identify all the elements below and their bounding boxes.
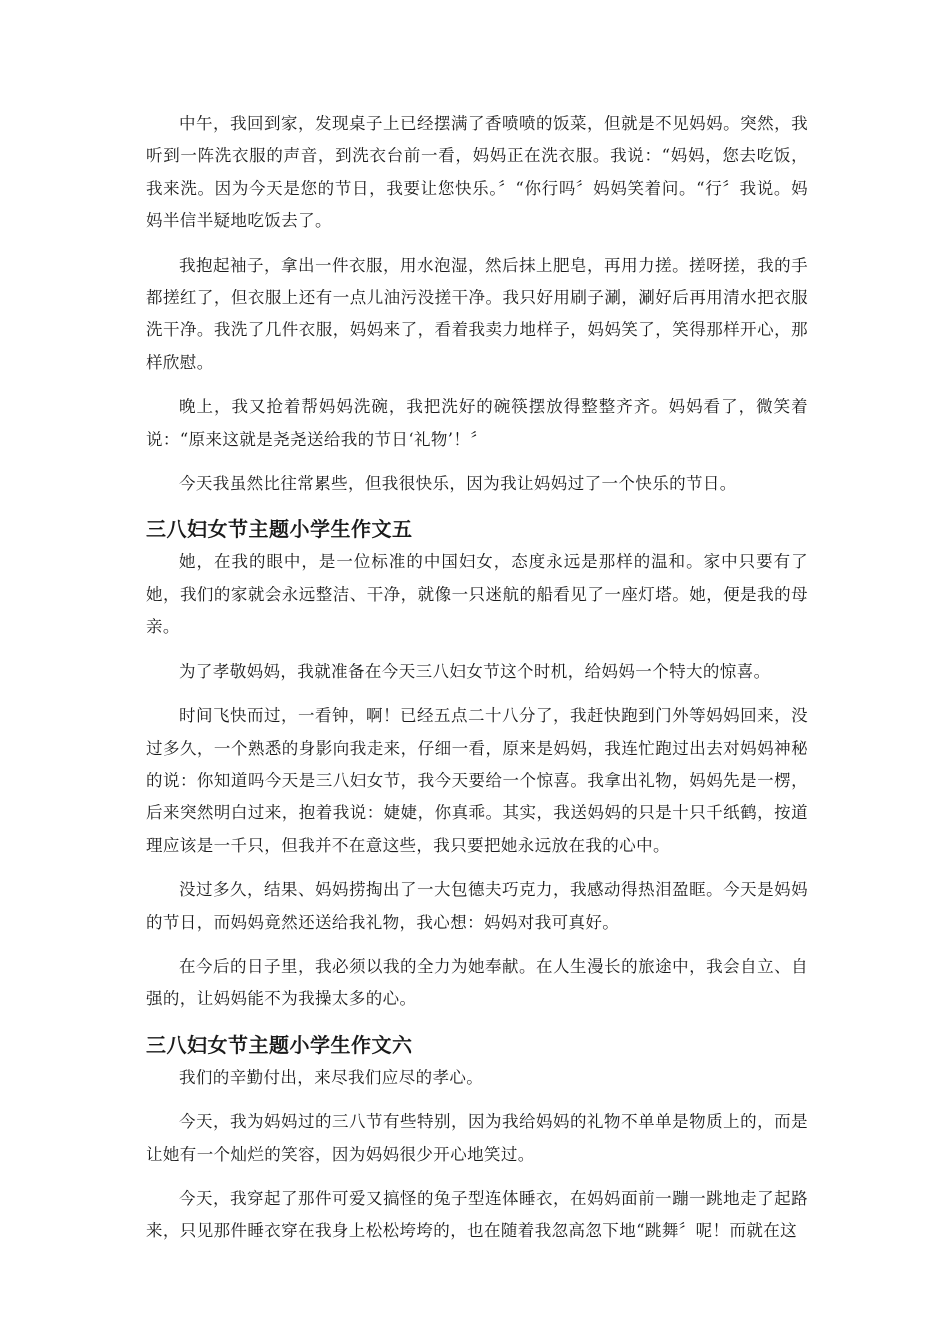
paragraph: 没过多久，结果、妈妈捞掏出了一大包德夫巧克力，我感动得热泪盈眶。今天是妈妈的节日，而妈妈竟然还送给我礼物，我心想：妈妈对我可真好。 — [146, 880, 808, 932]
paragraph: 今天，我穿起了那件可爱又搞怪的兔子型连体睡衣，在妈妈面前一蹦一跳地走了起路来，只见那件睡衣穿在我身上松松垮垮的，也在随着我忽高忽下地“跳舞〞呢！而就在这 — [146, 1188, 808, 1241]
paragraph: 时间飞快而过，一看钟，啊！已经五点二十八分了，我赶快跑到门外等妈妈回来，没过多久，一个熟悉的身影向我走来，仔细一看，原来是妈妈，我连忙跑过出去对妈妈神秘的说：你知道吗今天是三八妇女节，我今天要给一个惊喜。我拿出礼物，妈妈先是一楞，后来突然明白过来，抱着我说：婕婕，你真乖。其实，我送妈妈的只是十只千纸鹤，按道理应该是一千只，但我并不在意这些，我只要把她永远放在我的心中。 — [146, 706, 808, 855]
paragraph: 中午，我回到家，发现桌子上已经摆满了香喷喷的饭菜，但就是不见妈妈。突然，我听到一阵洗衣服的声音，到洗衣台前一看，妈妈正在洗衣服。我说：“妈妈，您去吃饭，我来洗。因为今天是您的节日，我要让您快乐。〞“你行吗〞妈妈笑着问。“行〞我说。妈妈半信半疑地吃饭去了。 — [146, 114, 808, 231]
paragraph: 她，在我的眼中，是一位标准的中国妇女，态度永远是那样的温和。家中只要有了她，我们的家就会永远整洁、干净，就像一只迷航的船看见了一座灯塔。她，便是我的母亲。 — [146, 552, 808, 637]
paragraph: 为了孝敬妈妈，我就准备在今天三八妇女节这个时机，给妈妈一个特大的惊喜。 — [179, 661, 771, 681]
paragraph: 晚上，我又抢着帮妈妈洗碗，我把洗好的碗筷摆放得整整齐齐。妈妈看了，微笑着说：“原来这就是尧尧送给我的节日‘礼物’！〞 — [146, 397, 808, 449]
paragraph: 在今后的日子里，我必须以我的全力为她奉献。在人生漫长的旅途中，我会自立、自强的，让妈妈能不为我操太多的心。 — [146, 956, 808, 1009]
paragraph: 今天我虽然比往常累些，但我很快乐，因为我让妈妈过了一个快乐的节日。 — [179, 474, 737, 494]
section-heading: 三八妇女节主题小学生作文五 — [146, 517, 413, 542]
paragraph: 我们的辛勤付出，来尽我们应尽的孝心。 — [179, 1067, 484, 1087]
document-page — [146, 108, 808, 1260]
paragraph: 今天，我为妈妈过的三八节有些特别，因为我给妈妈的礼物不单单是物质上的，而是让她有一个灿烂的笑容，因为妈妈很少开心地笑过。 — [146, 1112, 808, 1164]
paragraph: 我抱起袖子，拿出一件衣服，用水泡湿，然后抹上肥皂，再用力搓。搓呀搓，我的手都搓红了，但衣服上还有一点儿油污没搓干净。我只好用刷子涮，涮好后再用清水把衣服洗干净。我洗了几件衣服，妈妈来了，看着我卖力地样子，妈妈笑了，笑得那样开心，那样欣慰。 — [146, 255, 808, 372]
section-heading: 三八妇女节主题小学生作文六 — [146, 1032, 413, 1057]
